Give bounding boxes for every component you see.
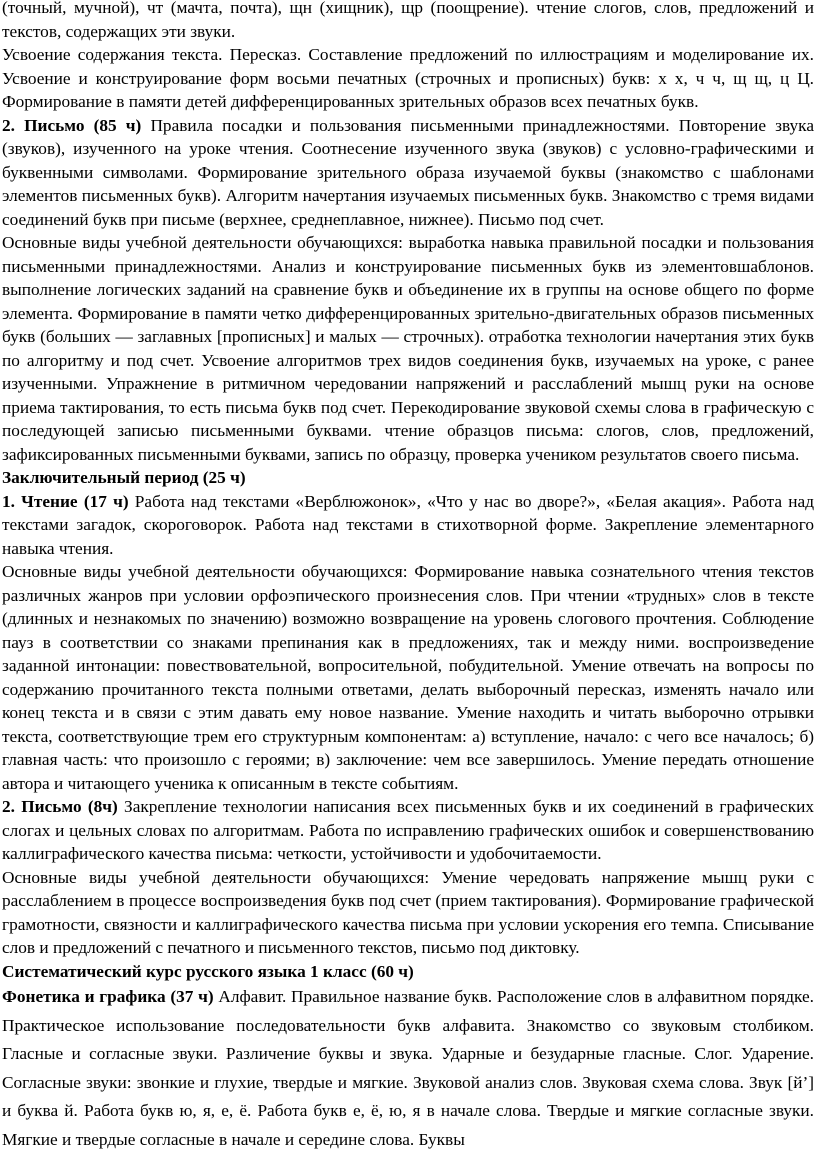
bold-run: Заключительный период (25 ч) <box>2 468 246 487</box>
text-run: Закрепление технологии написания всех письменных букв и их соединений в графических слогах и цельных словах по алгоритмам. Работа по исправлению графических ошибок и совершенствованию каллиграфического качества письма: четкости, устойчивости и удобочитаемости. <box>2 797 815 863</box>
text-run: Основные виды учебной деятельности обучающихся: выработка навыка правильной посадки и пользования письменными принадлежностями. Анализ и конструирование письменных букв из элементовшаблонов. выполнение логических заданий на сравнение букв и объединение их в группы на основе общего по форме элемента. Формирование в памяти четко дифференцированных зрительно-двигательных образов письменных букв (больших — заглавных [прописных] и малых — строчных). отработка технологии начертания этих букв по алгоритму и под счет. Усвоение алгоритмов трех видов соединения букв, изучаемых на уроке, с ранее изученными. Упражнение в ритмичном чередовании напряжений и расслаблений мышц руки на основе приема тактирования, то есть письма букв под счет. Перекодирование звуковой схемы слова в графическую с последующей записью письменными буквами. чтение образцов письма: слогов, слов, предложений, зафиксированных письменными буквами, запись по образцу, проверка учеником результатов своего письма. <box>2 233 814 464</box>
paragraph <box>2 466 814 490</box>
text-run: (точный, мучной), чт (мачта, почта), щн (хищник), щр (поощрение). чтение слогов, слов, предложений и текстов, содержащих эти звуки. <box>2 0 814 41</box>
paragraph <box>2 983 814 1154</box>
text-run: Алфавит. Правильное название букв. Расположение слов в алфавитном порядке. Практическое использование последовательности букв алфавита. Знакомство со звуковым столбиком. Гласные и согласные звуки. Различение буквы и звука. Ударные и безударные гласные. Слог. Ударение. Согласные звуки: звонкие и глухие, твердые и мягкие. Звуковой анализ слов. Звуковая схема слова. Звук [й’] и буква й. Работа букв ю, я, е, ё. Работа букв е, ё, ю, я в начале слова. Твердые и мягкие согласные звуки. Мягкие и твердые согласные в начале и середине слова. Буквы <box>2 987 814 1149</box>
text-run: Основные виды учебной деятельности обучающихся: Формирование навыка сознательного чтения текстов различных жанров при условии орфоэпического произнесения слов. При чтении «трудных» слов в тексте (длинных и незнакомых по значению) возможно возвращение на уровень слогового прочтения. Соблюдение пауз в соответствии со знаками препинания как в предложениях, так и между ними. воспроизведение заданной интонации: повествовательной, вопросительной, побудительной. Умение отвечать на вопросы по содержанию прочитанного текста полными ответами, делать выборочный пересказ, изменять начало или конец текста и в связи с этим давать ему новое название. Умение находить и читать выборочно отрывки текста, соответствующие трем его структурным компонентам: а) вступление, начало: с чего все началось; б) главная часть: что произошло с героями; в) заключение: чем все завершилось. Умение передать отношение автора и читающего ученика к описанным в тексте событиям. <box>2 562 814 793</box>
paragraph <box>2 795 814 866</box>
bold-run: 1. Чтение (17 ч) <box>2 491 129 511</box>
bold-run: 2. Письмо (8ч) <box>2 797 118 816</box>
text-run: Правила посадки и пользования письменными принадлежностями. Повторение звука (звуков), изученного на уроке чтения. Соотнесение изученного звука (звуков) с условно-графическими и буквенными символами. Формирование зрительного образа изучаемой буквы (знакомство с шаблонами элементов письменных букв). Алгоритм начертания изучаемых письменных букв. Знакомство с тремя видами соединений букв при письме (верхнее, среднеплавное, нижнее). Письмо под счет. <box>2 115 814 229</box>
paragraph <box>2 490 814 561</box>
bold-run: 2. Письмо (85 ч) <box>2 115 142 135</box>
paragraph <box>2 0 814 43</box>
paragraph <box>2 43 814 114</box>
paragraph <box>2 231 814 466</box>
text-run: Основные виды учебной деятельности обучающихся: Умение чередовать напряжение мышц руки с расслаблением в процессе воспроизведения букв под счет (прием тактирования). Формирование графической грамотности, связности и каллиграфического качества письма при условии ускорения его темпа. Списывание слов и предложений с печатного и письменного текстов, письмо под диктовку. <box>2 867 814 957</box>
paragraph <box>2 114 814 232</box>
bold-run: Фонетика и графика (37 ч) <box>2 987 214 1006</box>
document-body <box>2 0 814 1154</box>
text-run: Усвоение содержания текста. Пересказ. Составление предложений по иллюстрациям и моделирование их. Усвоение и конструирование форм восьми печатных (строчных и прописных) букв: х х, ч ч, щ щ, ц Ц. Формирование в памяти детей дифференцированных зрительных образов всех печатных букв. <box>2 45 814 111</box>
paragraph <box>2 866 814 960</box>
paragraph <box>2 560 814 795</box>
text-run: Работа над текстами «Верблюжонок», «Что у нас во дворе?», «Белая акация». Работа над текстами загадок, скороговорок. Работа над текстами в стихотворной форме. Закрепление элементарного навыка чтения. <box>2 491 814 558</box>
bold-run: Систематический курс русского языка 1 класс (60 ч) <box>2 961 414 981</box>
paragraph <box>2 960 814 984</box>
